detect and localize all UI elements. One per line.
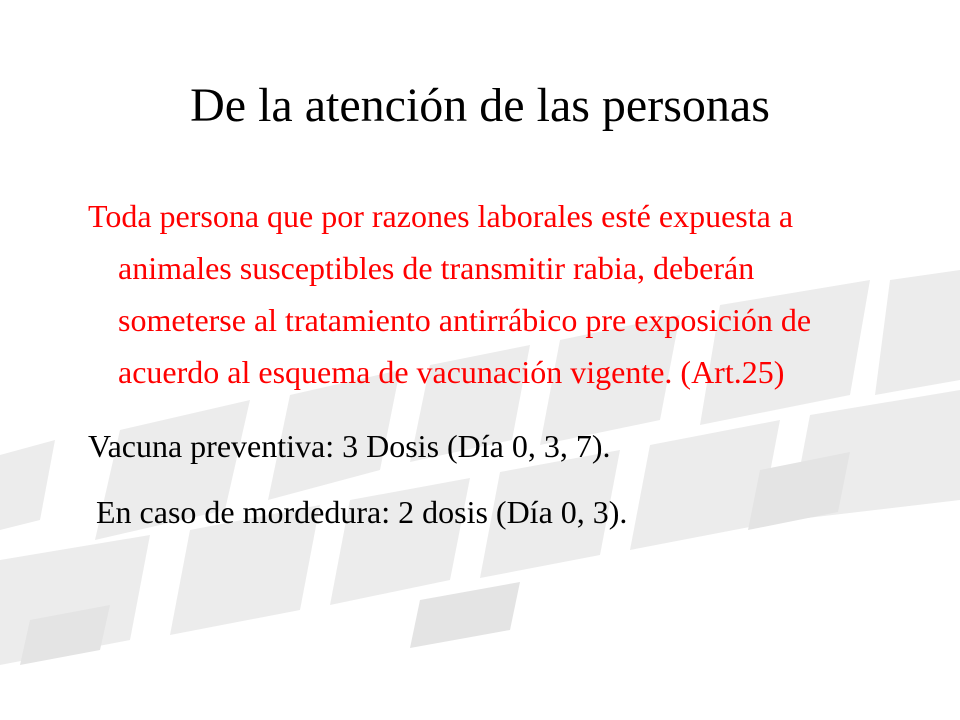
slide-body bbox=[88, 190, 888, 538]
article-paragraph: Toda persona que por razones laborales esté expuesta a animales susceptibles de transmitir rabia, deberán someterse al tratamiento antirrábico pre exposición de acuerdo al esquema de vacunación vigente. (Art.25) bbox=[88, 198, 812, 390]
slide-title: De la atención de las personas bbox=[190, 79, 770, 132]
bite-treatment-paragraph: En caso de mordedura: 2 dosis (Día 0, 3). bbox=[96, 494, 628, 530]
preventive-vaccine-paragraph: Vacuna preventiva: 3 Dosis (Día 0, 3, 7). bbox=[88, 428, 611, 464]
